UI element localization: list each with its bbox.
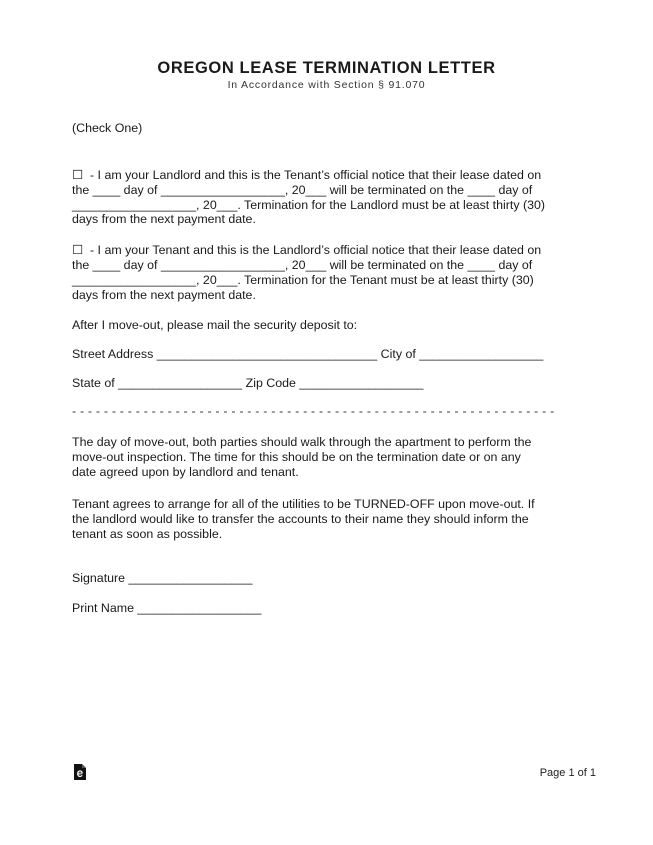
eforms-logo-icon [73,763,87,781]
tenant-notice-line: ☐ - I am your Tenant and this is the Landlord’s official notice that their lease dated on [72,243,542,257]
tenant-notice-line: days from the next payment date. [72,288,256,302]
utilities-text-line: the landlord would like to transfer the accounts to their name they should inform the [72,512,529,526]
signature-line: Signature __________________ [72,571,253,585]
landlord-notice-line: the ____ day of __________________, 20___ will be terminated on the ____ day of [72,183,533,197]
print-name-line: Print Name __________________ [72,601,262,615]
separator-line: - - - - - - - - - - - - - - - - - - - - - - - - - - - - - - - - - - - - - - - - - - - - - - - - - - - - - - - - - - - - - [72,404,555,418]
utilities-text-line: Tenant agrees to arrange for all of the utilities to be TURNED-OFF upon move-out. If [72,497,535,511]
inspection-text-line: The day of move-out, both parties should walk through the apartment to perform the [72,435,532,449]
state-zip-line: State of __________________ Zip Code __________________ [72,376,424,390]
check-one-label: (Check One) [72,121,143,135]
tenant-notice-line: __________________, 20___. Termination for the Tenant must be at least thirty (30) [72,273,534,287]
document-title: OREGON LEASE TERMINATION LETTER [157,59,496,77]
landlord-notice-line: __________________, 20___. Termination for the Landlord must be at least thirty (30) [72,198,546,212]
landlord-notice-line: days from the next payment date. [72,212,256,226]
mail-deposit-text: After I move-out, please mail the security deposit to: [72,318,358,332]
tenant-notice-line: the ____ day of __________________, 20___ will be terminated on the ____ day of [72,258,533,272]
street-address-line: Street Address ________________________________ City of __________________ [72,347,544,361]
landlord-notice-line: ☐ - I am your Landlord and this is the Tenant’s official notice that their lease dated on [72,168,542,182]
inspection-text-line: move-out inspection. The time for this should be on the termination date or on any [72,450,521,464]
utilities-text-line: tenant as soon as possible. [72,527,223,541]
document-subtitle: In Accordance with Section § 91.070 [227,79,426,91]
inspection-text-line: date agreed upon by landlord and tenant. [72,465,299,479]
page-number: Page 1 of 1 [539,767,596,779]
